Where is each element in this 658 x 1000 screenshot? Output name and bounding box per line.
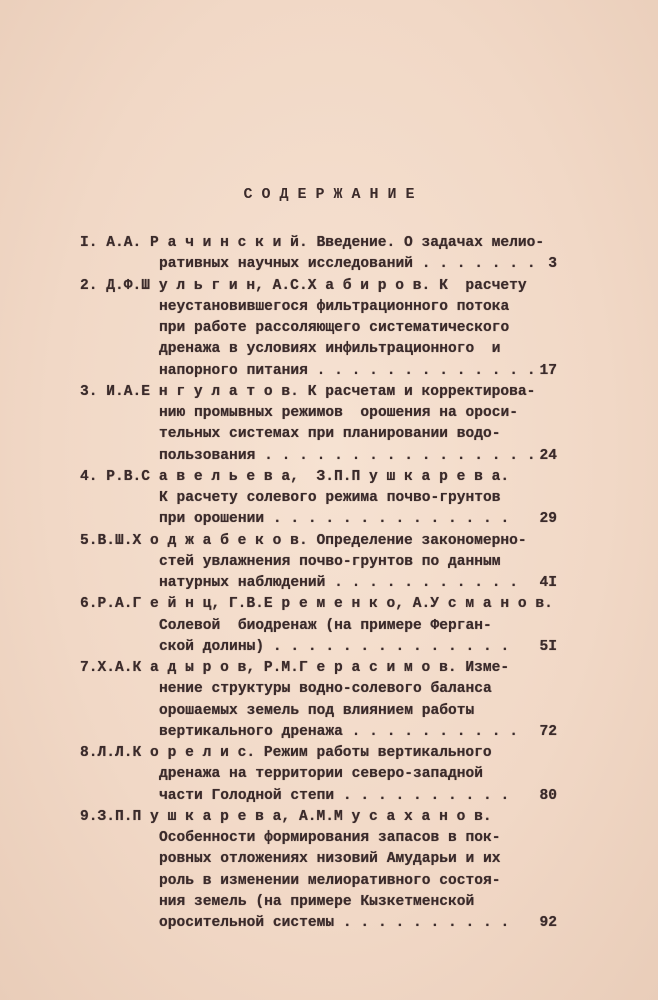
toc-entry-line <box>80 701 560 722</box>
toc-page-number: 24 <box>539 447 557 464</box>
toc-line-text: Солевой биодренаж (на примере Ферган- <box>159 617 492 634</box>
toc-line-text: дренажа в условиях инфильтрационного и <box>159 341 501 358</box>
toc-line-text: части Голодной степи . . . . . . . . . . <box>159 787 510 804</box>
toc-line-text: натурных наблюдений . . . . . . . . . . . <box>159 575 519 591</box>
toc-line-text: 9.З.П.П у ш к а р е в а, А.М.М у с а х а н о в. <box>80 808 492 825</box>
toc-entry-line <box>80 318 560 339</box>
toc-entry-heading <box>80 233 560 254</box>
toc-entry-line <box>80 254 560 275</box>
toc-line-text: орошаемых земель под влиянием работы <box>159 702 475 719</box>
toc-line-text: пользования . . . . . . . . . . . . . . . . <box>159 447 536 464</box>
page-title: С О Д Е Р Ж А Н И Е <box>243 186 415 203</box>
toc-line-text: 4. Р.В.С а в е л ь е в а, З.П.П у ш к а р е в а. <box>80 468 510 485</box>
toc-entry-heading <box>80 382 560 403</box>
toc-entry-line <box>80 297 560 318</box>
toc-entry-line <box>80 828 560 849</box>
toc-line-text: Особенности формирования запасов в пок- <box>159 830 501 846</box>
toc-entry-line <box>80 573 560 594</box>
toc-line-text: при орошении . . . . . . . . . . . . . . <box>159 511 510 528</box>
toc-page-number: 4I <box>539 575 557 591</box>
toc-entry-heading <box>80 276 560 297</box>
toc-line-text: 2. Д.Ф.Ш у л ь г и н, А.С.Х а б и р о в. К расчету <box>80 277 527 294</box>
toc-page-number: 72 <box>539 723 557 740</box>
toc-page-number: 80 <box>539 787 557 804</box>
toc-line-text: ративных научных исследований . . . . . . . <box>159 256 536 273</box>
toc-line-text: 7.Х.А.К а д ы р о в, Р.М.Г е р а с и м о в. Изме- <box>80 660 510 676</box>
toc-entry-line <box>80 488 560 509</box>
toc-page-number: 5I <box>539 638 557 655</box>
toc-entry-line <box>80 722 560 743</box>
toc-entry-heading <box>80 531 560 552</box>
toc-entry-line <box>80 764 560 785</box>
toc-line-text: тельных системах при планировании водо- <box>159 426 501 443</box>
toc-entry-line <box>80 403 560 424</box>
toc-line-text: вертикального дренажа . . . . . . . . . . <box>159 723 519 740</box>
toc-entry-heading <box>80 807 560 828</box>
toc-entry-line <box>80 339 560 360</box>
toc-line-text: 6.Р.А.Г е й н ц, Г.В.Е р е м е н к о, А.У с м а н о в. <box>80 596 553 613</box>
toc-entry-line <box>80 849 560 870</box>
toc-entry-line <box>80 871 560 892</box>
toc-line-text: дренажа на территории северо-западной <box>159 766 484 783</box>
toc-page-number: 92 <box>539 915 557 931</box>
toc-entry-line <box>80 509 560 530</box>
toc-line-text: 3. И.А.Е н г у л а т о в. К расчетам и корректирова- <box>80 383 536 400</box>
toc-line-text: К расчету солевого режима почво-грунтов <box>159 490 501 506</box>
toc-entry-line <box>80 679 560 700</box>
toc-line-text: оросительной системы . . . . . . . . . . <box>159 915 510 931</box>
toc-entry-heading <box>80 594 560 615</box>
toc-entry-line <box>80 361 560 382</box>
toc-line-text: ния земель (на примере Кызкетменской <box>159 893 475 910</box>
toc-line-text: нение структуры водно-солевого баланса <box>159 681 492 698</box>
toc-line-text: напорного питания . . . . . . . . . . . . . <box>159 362 536 379</box>
toc-line-text: ровных отложениях низовий Амударьи и их <box>159 851 501 868</box>
toc-line-text: роль в изменении мелиоративного состоя- <box>159 872 501 889</box>
toc-entry-line <box>80 892 560 913</box>
toc-page-number: 3 <box>548 256 557 273</box>
toc-entry-line <box>80 446 560 467</box>
toc-line-text: 5.В.Ш.Х о д ж а б е к о в. Определение закономерно- <box>80 532 527 549</box>
toc-entry-line <box>80 637 560 658</box>
toc-line-text: 8.Л.Л.К о р е л и с. Режим работы вертикального <box>80 745 492 761</box>
toc-entry-heading <box>80 467 560 488</box>
toc-line-text: нию промывных режимов орошения на ороси- <box>159 405 519 421</box>
toc-page-number: 29 <box>539 511 557 528</box>
table-of-contents <box>80 233 560 934</box>
toc-entry-line <box>80 786 560 807</box>
toc-line-text: стей увлажнения почво-грунтов по данным <box>159 553 501 570</box>
toc-entry-line <box>80 913 560 934</box>
toc-line-text: неустановившегося фильтрационного потока <box>159 298 510 315</box>
toc-entry-heading <box>80 743 560 764</box>
toc-line-text: I. А.А. Р а ч и н с к и й. Введение. О задачах мелио- <box>80 235 545 251</box>
toc-page-number: 17 <box>539 362 557 379</box>
toc-entry-line <box>80 552 560 573</box>
toc-line-text: при работе рассоляющего систематического <box>159 320 510 336</box>
toc-line-text: ской долины) . . . . . . . . . . . . . . <box>159 638 510 655</box>
toc-entry-line <box>80 616 560 637</box>
toc-entry-heading <box>80 658 560 679</box>
toc-entry-line <box>80 424 560 445</box>
